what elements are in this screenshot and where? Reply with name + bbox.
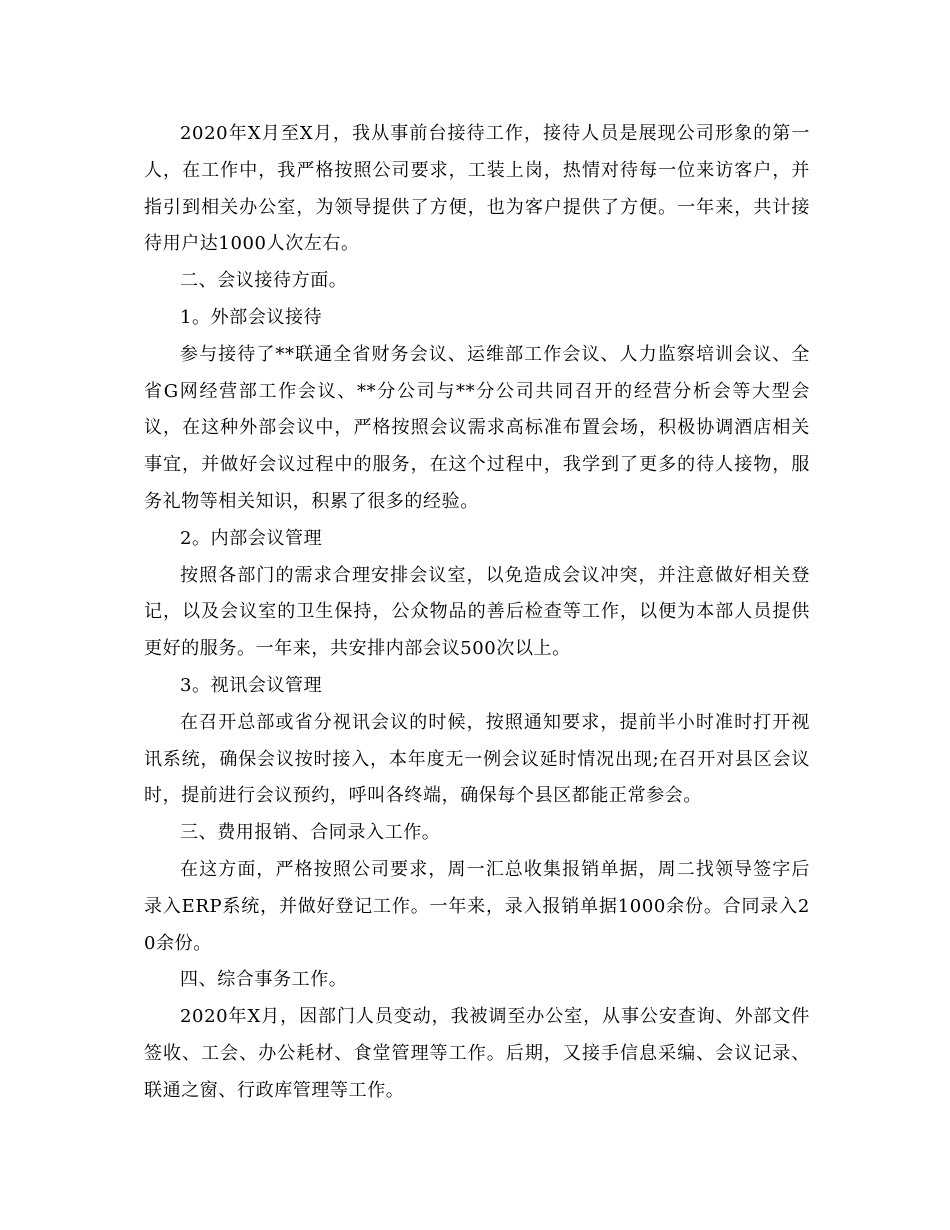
subheading-external-meetings: 1。外部会议接待 (180, 306, 323, 328)
paragraph-reception-work: 2020年X月至X月，我从事前台接待工作，接待人员是展现公司形象的第一人，在工作中，我严格按照公司要求，工装上岗，热情对待每一位来访客户，并指引到相关办公室，为领导提供了方便，也为客户提供了方便。一年来，共计接待用户达1000人次左右。 (144, 123, 810, 255)
section-heading-meeting-reception: 二、会议接待方面。 (180, 270, 348, 292)
paragraph-expense-contracts: 在这方面，严格按照公司要求，周一汇总收集报销单据，周二找领导签字后录入ERP系统，并做好登记工作。一年来，录入报销单据1000余份。合同录入20余份。 (144, 858, 810, 954)
section-heading-general-affairs: 四、综合事务工作。 (180, 969, 348, 991)
section-heading-expense-contracts: 三、费用报销、合同录入工作。 (180, 822, 441, 844)
document-body (144, 116, 810, 1110)
paragraph-external-meetings: 参与接待了**联通全省财务会议、运维部工作会议、人力监察培训会议、全省G网经营部工作会议、**分公司与**分公司共同召开的经营分析会等大型会议，在这种外部会议中，严格按照会议需求高标准布置会场，积极协调酒店相关事宜，并做好会议过程中的服务，在这个过程中，我学到了更多的待人接物，服务礼物等相关知识，积累了很多的经验。 (144, 343, 810, 512)
subheading-internal-meetings: 2。内部会议管理 (180, 527, 323, 549)
paragraph-video-meetings: 在召开总部或省分视讯会议的时候，按照通知要求，提前半小时准时打开视讯系统，确保会议按时接入，本年度无一例会议延时情况出现;在召开对县区会议时，提前进行会议预约，呼叫各终端，确保每个县区都能正常参会。 (144, 711, 810, 807)
paragraph-general-affairs: 2020年X月，因部门人员变动，我被调至办公室，从事公安查询、外部文件签收、工会、办公耗材、食堂管理等工作。后期，又接手信息采编、会议记录、联通之窗、行政库管理等工作。 (144, 1006, 810, 1101)
paragraph-internal-meetings: 按照各部门的需求合理安排会议室，以免造成会议冲突，并注意做好相关登记，以及会议室的卫生保持，公众物品的善后检查等工作，以便为本部人员提供更好的服务。一年来，共安排内部会议500次以上。 (144, 564, 810, 660)
subheading-video-meetings: 3。视讯会议管理 (180, 674, 323, 696)
